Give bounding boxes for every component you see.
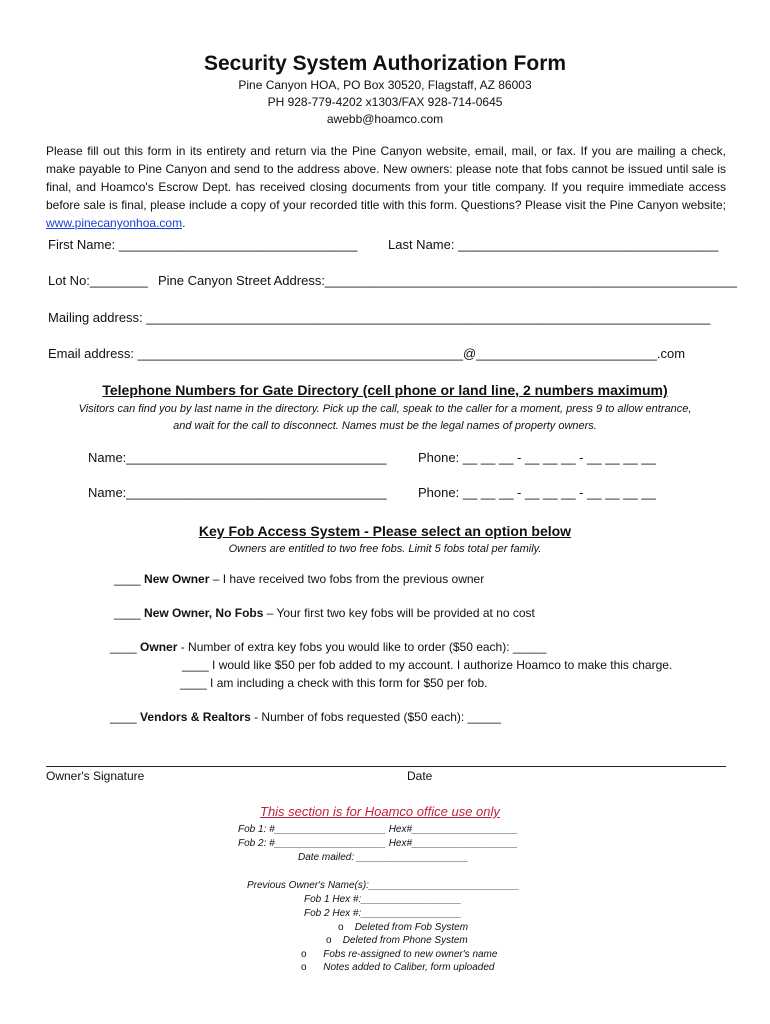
telephone-note-2: and wait for the call to disconnect. Names must be the legal names of property owners.: [173, 420, 597, 432]
mailing-address-field[interactable]: Mailing address: ______________________________________________________________________________: [48, 310, 711, 325]
option-label: New Owner, No Fobs: [144, 606, 264, 620]
option-blank[interactable]: ____: [110, 640, 137, 654]
option-owner-extra-fobs[interactable]: [110, 640, 546, 654]
office-fob-1: Fob 1: #____________________ Hex#___________________: [238, 824, 518, 835]
bullet-icon: o: [338, 922, 344, 933]
hoa-phone-fax: PH 928-779-4202 x1303/FAX 928-714-0645: [267, 95, 503, 109]
check-text: Fobs re-assigned to new owner's name: [323, 949, 498, 960]
office-fob-2: Fob 2: #____________________ Hex#___________________: [238, 838, 518, 849]
website-link[interactable]: www.pinecanyonhoa.com: [46, 216, 183, 230]
intro-paragraph: [46, 142, 726, 232]
signature-line[interactable]: [46, 766, 726, 767]
option-blank[interactable]: ____: [114, 572, 141, 586]
telephone-heading: Telephone Numbers for Gate Directory (cell phone or land line, 2 numbers maximum): [102, 382, 668, 398]
office-fob-2-hex: Fob 2 Hex #:__________________: [304, 908, 462, 919]
owner-signature-label: Owner's Signature: [46, 769, 145, 783]
option-label: Owner: [140, 640, 178, 654]
email-address-field[interactable]: Email address: _____________________________________________@_________________________.com: [48, 346, 686, 361]
option-text: – Your first two key fobs will be provided at no cost: [263, 606, 535, 620]
directory-name-1[interactable]: Name:____________________________________: [88, 450, 387, 465]
bullet-icon: o: [301, 949, 307, 960]
office-use-title: This section is for Hoamco office use only: [260, 804, 500, 819]
option-charge-account[interactable]: ____ I would like $50 per fob added to my account. I authorize Hoamco to make this charge.: [182, 658, 673, 672]
hoa-email: awebb@hoamco.com: [326, 112, 444, 126]
check-text: Notes added to Caliber, form uploaded: [323, 962, 495, 973]
keyfob-heading: Key Fob Access System - Please select an option below: [198, 523, 572, 539]
option-text: – I have received two fobs from the previous owner: [209, 572, 485, 586]
last-name-field[interactable]: Last Name: ____________________________________: [388, 237, 719, 252]
option-label: New Owner: [144, 572, 210, 586]
keyfob-note: Owners are entitled to two free fobs. Limit 5 fobs total per family.: [228, 543, 542, 555]
office-check-phone-system: [326, 935, 468, 946]
office-check-notes-added: [301, 962, 494, 973]
check-text: Deleted from Fob System: [354, 922, 469, 933]
option-new-owner[interactable]: [114, 572, 484, 586]
street-address-field[interactable]: Pine Canyon Street Address:_________________________________________________________: [158, 273, 738, 288]
bullet-icon: o: [301, 962, 307, 973]
bullet-icon: o: [326, 935, 332, 946]
office-previous-owner: Previous Owner's Name(s):___________________________: [247, 880, 520, 891]
option-text: - Number of fobs requested ($50 each): _____: [250, 710, 501, 724]
directory-name-2[interactable]: Name:____________________________________: [88, 485, 387, 500]
option-vendors-realtors[interactable]: [110, 710, 501, 724]
hoa-address: Pine Canyon HOA, PO Box 30520, Flagstaff, AZ 86003: [238, 78, 532, 92]
intro-text: Please fill out this form in its entirety and return via the Pine Canyon website, email, mail, or fax. If you are mailing a check, make payable to Pine Canyon and send to the address above. New owners: please note that fobs cannot be issued until sale is final, and Hoamco's Escrow Dept. has received closing documents from your title company. If you require immediate access before sale is final, please include a copy of your recorded title with this form. Questions? Please visit the Pine Canyon website;: [46, 144, 726, 212]
first-name-field[interactable]: First Name: _________________________________: [48, 237, 358, 252]
directory-phone-1[interactable]: Phone: __ __ __ - __ __ __ - __ __ __ __: [418, 450, 656, 465]
office-date-mailed: Date mailed: ____________________: [298, 852, 469, 863]
form-title: Security System Authorization Form: [203, 52, 567, 75]
intro-end: .: [182, 216, 186, 230]
date-label: Date: [407, 769, 433, 783]
telephone-note-1: Visitors can find you by last name in the directory. Pick up the call, speak to the caller for a moment, press 9 to allow entrance,: [78, 403, 692, 415]
office-check-fob-system: [338, 922, 468, 933]
option-new-owner-no-fobs[interactable]: [114, 606, 535, 620]
option-include-check[interactable]: ____ I am including a check with this form for $50 per fob.: [180, 676, 488, 690]
check-text: Deleted from Phone System: [342, 935, 468, 946]
option-text: - Number of extra key fobs you would like to order ($50 each): _____: [177, 640, 547, 654]
office-check-fobs-reassigned: [301, 949, 497, 960]
office-fob-1-hex: Fob 1 Hex #:__________________: [304, 894, 462, 905]
lot-number-field[interactable]: Lot No:________: [48, 273, 148, 288]
option-label: Vendors & Realtors: [140, 710, 251, 724]
directory-phone-2[interactable]: Phone: __ __ __ - __ __ __ - __ __ __ __: [418, 485, 656, 500]
option-blank[interactable]: ____: [114, 606, 141, 620]
option-blank[interactable]: ____: [110, 710, 137, 724]
